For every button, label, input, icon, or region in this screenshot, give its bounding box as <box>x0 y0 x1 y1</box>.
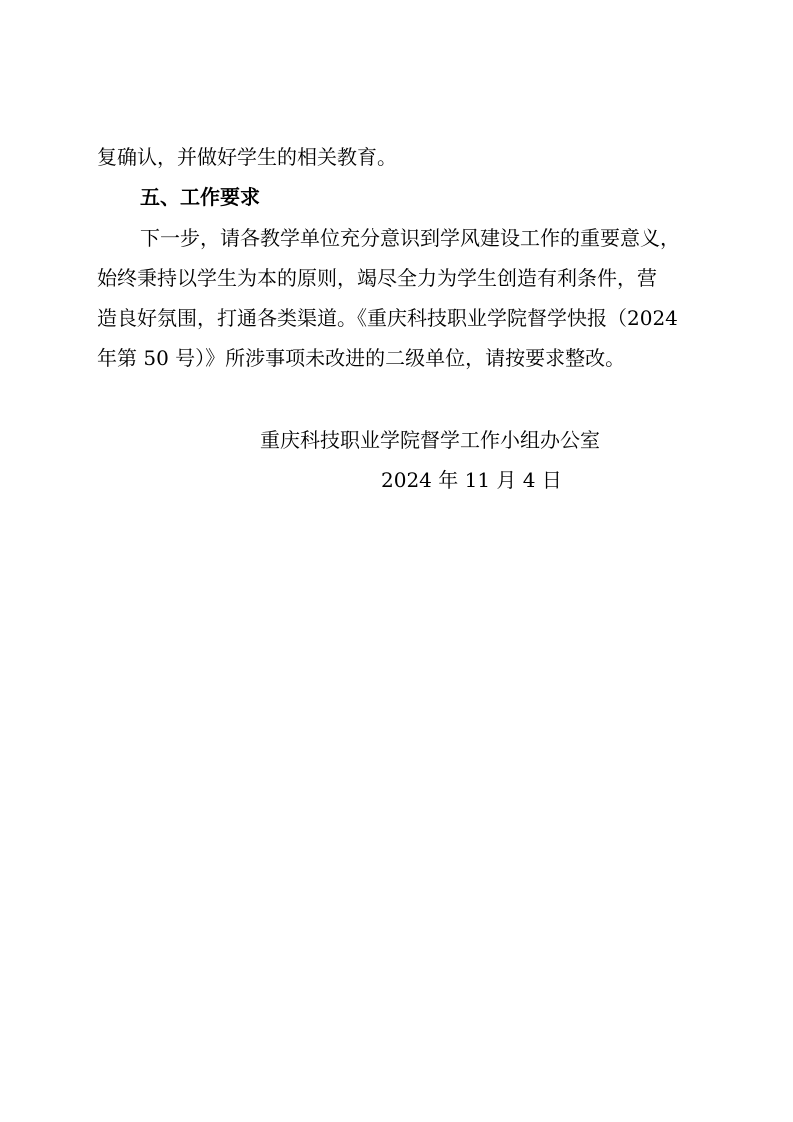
paragraph-line-5: 年第 50 号）》所涉事项未改进的二级单位，请按要求整改。 <box>97 346 626 370</box>
section-heading: 五、工作要求 <box>140 185 260 209</box>
signature-date: 2024 年 11 月 4 日 <box>381 468 562 492</box>
paragraph-line-4: 造良好氛围，打通各类渠道。《重庆科技职业学院督学快报（2024 <box>97 306 678 330</box>
paragraph-line-2: 下一步，请各教学单位充分意识到学风建设工作的重要意义， <box>140 226 680 250</box>
paragraph-line-1: 复确认，并做好学生的相关教育。 <box>97 145 397 169</box>
paragraph-line-3: 始终秉持以学生为本的原则，竭尽全力为学生创造有利条件，营 <box>97 266 657 290</box>
signature-office: 重庆科技职业学院督学工作小组办公室 <box>260 428 600 452</box>
